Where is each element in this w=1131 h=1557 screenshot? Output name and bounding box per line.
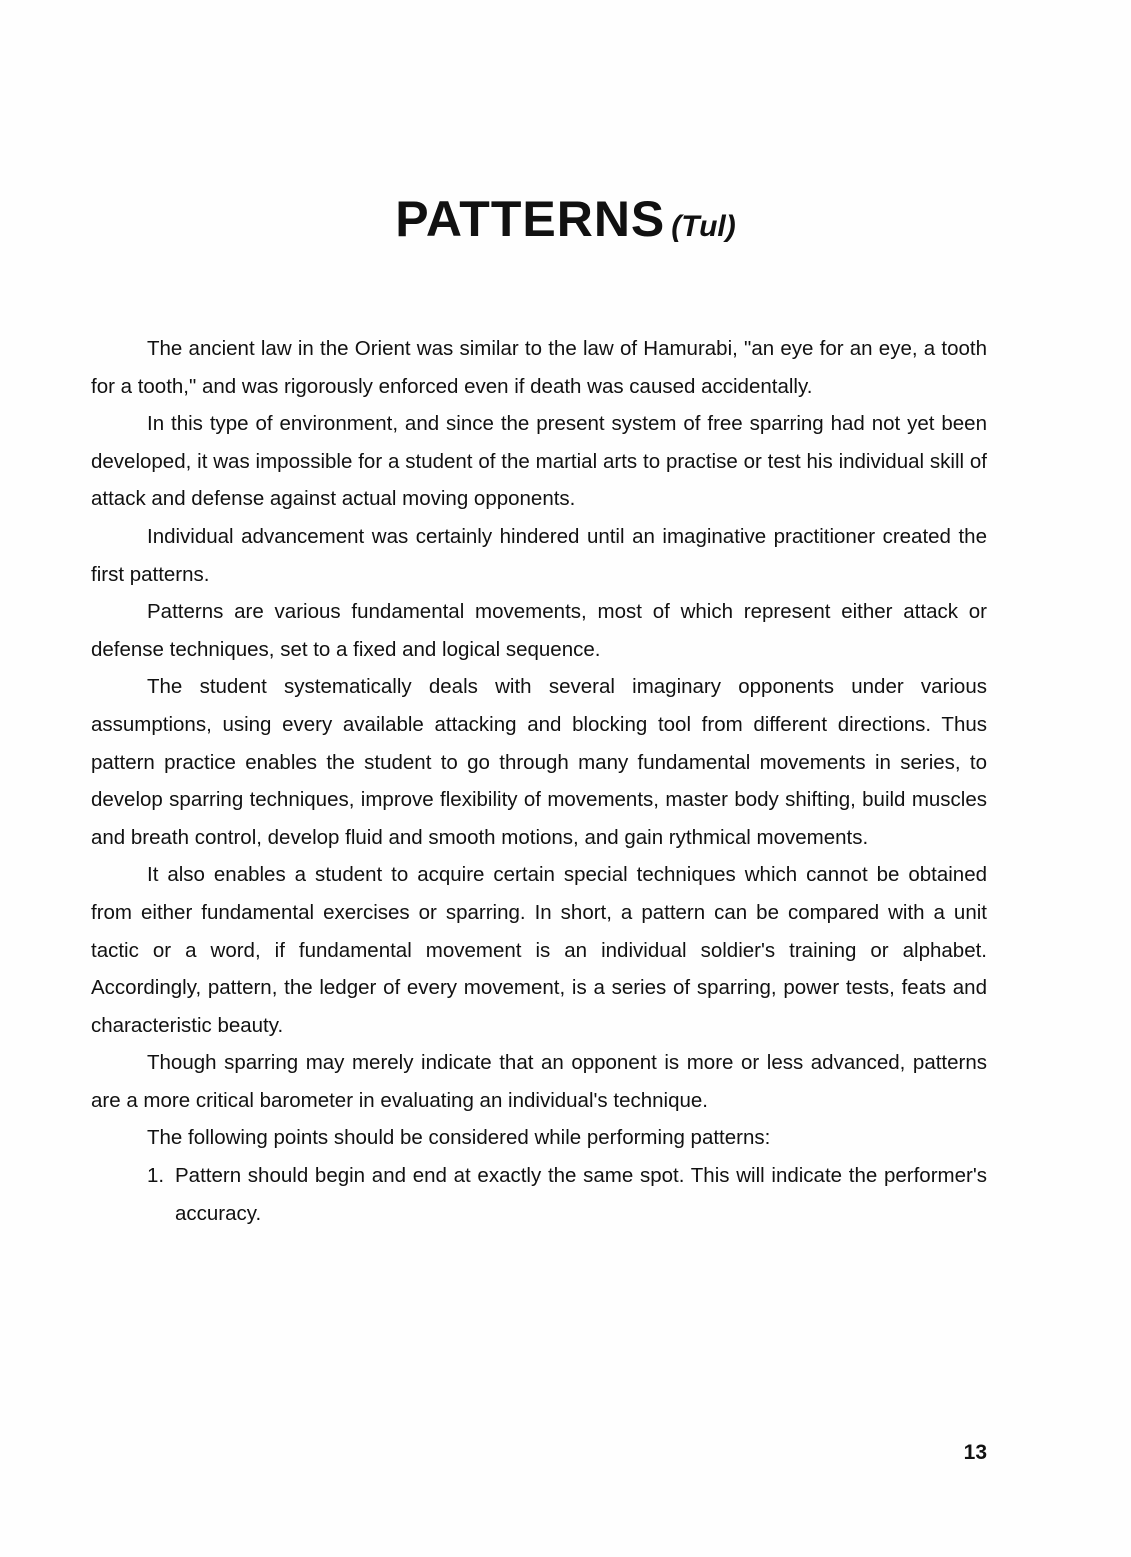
- page-title: [0, 190, 1131, 248]
- list-item: [91, 1157, 987, 1232]
- paragraph: It also enables a student to acquire certain special techniques which cannot be obtained from either fundamental exercises or sparring. In short, a pattern can be compared with a unit tactic or a word, if fundamental movement is an individual soldier's training or alphabet. Accordingly, pattern, the ledger of every movement, is a series of sparring, power tests, feats and characteristic beauty.: [91, 863, 987, 1037]
- paragraph: The student systematically deals with several imaginary opponents under various assumptions, using every available attacking and blocking tool from different directions. Thus pattern practice enables the student to go through many fundamental movements in series, to develop sparring techniques, improve flexibility of movements, master body shifting, build muscles and breath control, develop fluid and smooth motions, and gain rythmical movements.: [91, 675, 987, 849]
- title-subtitle: (Tul): [671, 210, 736, 243]
- paragraph: Patterns are various fundamental movements, most of which represent either attack or defense techniques, set to a fixed and logical sequence.: [91, 600, 987, 661]
- paragraph: In this type of environment, and since the present system of free sparring had not yet been developed, it was impossible for a student of the martial arts to practise or test his individual skill of attack and defense against actual moving opponents.: [91, 412, 987, 511]
- list-item-text: Pattern should begin and end at exactly the same spot. This will indicate the performer's accuracy.: [175, 1164, 987, 1225]
- page-number: 13: [963, 1441, 987, 1464]
- list-item-number: 1.: [147, 1164, 165, 1188]
- body-text: [91, 330, 987, 1232]
- title-main: PATTERNS: [395, 191, 666, 247]
- paragraph: Though sparring may merely indicate that an opponent is more or less advanced, patterns are a more critical barometer in evaluating an individual's technique.: [91, 1051, 987, 1112]
- paragraph: The ancient law in the Orient was similar to the law of Hamurabi, "an eye for an eye, a tooth for a tooth," and was rigorously enforced even if death was caused accidentally.: [91, 337, 987, 398]
- paragraph: Individual advancement was certainly hindered until an imaginative practitioner created the first patterns.: [91, 524, 987, 586]
- paragraph: The following points should be considered while performing patterns:: [147, 1126, 771, 1150]
